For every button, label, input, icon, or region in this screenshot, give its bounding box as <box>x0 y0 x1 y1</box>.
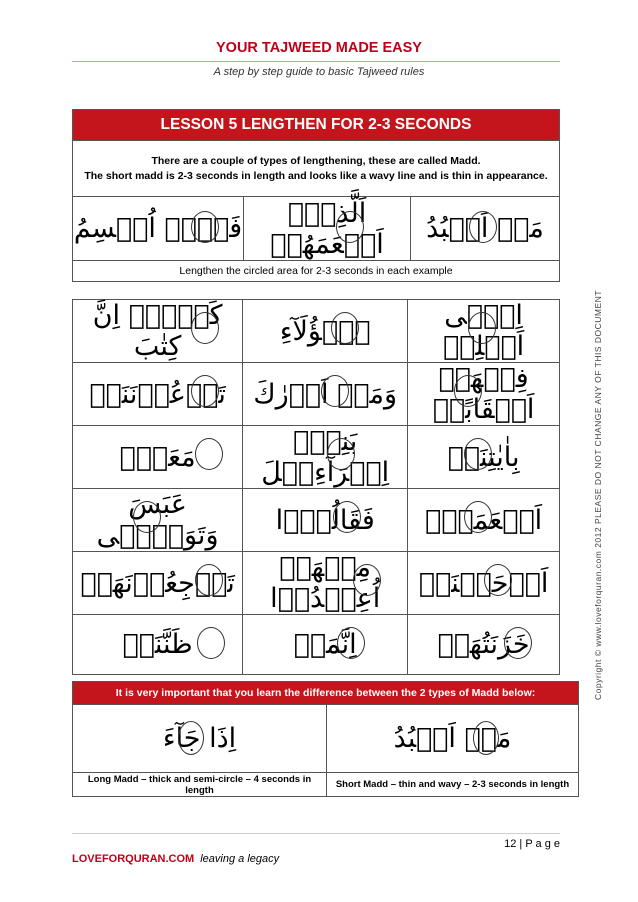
practice-word: تَرۡجِعُوۡنَهَاۤ <box>80 567 235 599</box>
madd-circle <box>484 564 512 596</box>
example-cell-1 <box>73 197 244 261</box>
practice-cell <box>73 426 243 489</box>
practice-row <box>73 300 560 363</box>
practice-word: هٰۤؤُلَآءِ <box>279 315 371 347</box>
practice-row <box>73 363 560 426</box>
intro-line-1: There are a couple of types of lengthening, these are called Madd. <box>151 154 481 167</box>
practice-word: اَطۡعَمَهٗۤ <box>425 504 543 536</box>
footer-divider <box>72 833 560 834</box>
madd-circle <box>331 312 359 344</box>
madd-circle <box>336 211 364 243</box>
practice-word: اِنَّمَاۤ <box>293 629 357 660</box>
header-divider <box>72 61 560 62</box>
practice-cell <box>73 300 243 363</box>
madd-circle <box>464 501 492 533</box>
practice-word: اَوۡحَیۡنَاۤ <box>418 567 549 599</box>
practice-row <box>73 426 560 489</box>
practice-word: كَلَّاۤ اِنَّ كِتٰبَ <box>92 300 223 362</box>
practice-word: مِنۡهَاۤ اُعِیۡدُوۡا <box>270 552 381 614</box>
lesson-table <box>72 109 560 282</box>
brand-tagline: leaving a legacy <box>200 853 280 865</box>
practice-word: بِاٰیٰتِنَاۤ <box>447 441 520 473</box>
practice-cell <box>243 426 408 489</box>
practice-word: وَمَاۤ اَدۡرٰكَ <box>253 378 398 410</box>
madd-circle <box>197 627 225 659</box>
madd-circle <box>337 627 365 659</box>
madd-circle <box>191 375 219 407</box>
long-madd-example <box>73 705 327 773</box>
practice-cell <box>408 363 560 426</box>
document-subtitle: A step by step guide to basic Tajweed rules <box>213 66 425 78</box>
example-word: مَاۤ اَعۡبُدُ <box>426 213 544 244</box>
practice-row <box>73 615 560 675</box>
practice-word: بَنِیۡۤ اِسۡرَآءِیۡلَ <box>261 426 390 488</box>
practice-cell <box>408 489 560 552</box>
example-word: اَلَّذِیۡۤ اَطۡعَمَهُمۡ <box>270 197 384 260</box>
practice-cell <box>243 363 408 426</box>
lesson-intro <box>73 141 560 197</box>
lesson-title: LESSON 5 LENGTHEN FOR 2-3 SECONDS <box>73 110 560 141</box>
madd-circle <box>327 438 355 470</box>
long-madd-word: اِذَا جَآءَ <box>162 723 237 754</box>
practice-table <box>72 299 560 675</box>
document-title: YOUR TAJWEED MADE EASY <box>216 40 422 56</box>
practice-cell <box>73 363 243 426</box>
practice-cell <box>243 489 408 552</box>
madd-circle <box>504 627 532 659</box>
practice-cell <box>243 615 408 675</box>
practice-word: تَدۡعُوۡنَنَاۤ <box>89 378 226 410</box>
comparison-table <box>72 681 579 797</box>
practice-cell <box>73 489 243 552</box>
madd-circle <box>195 564 223 596</box>
madd-circle <box>133 501 161 533</box>
page-number: 12 | P a g e <box>504 838 560 850</box>
example-word: فَلَاۤ اُقۡسِمُ <box>73 213 243 244</box>
practice-row <box>73 489 560 552</box>
vertical-copyright: Copyright © www.loveforquran.com 2012 PLEASE DO NOT CHANGE ANY OF THIS DOCUMENT <box>593 290 603 700</box>
practice-word: ظَنَّنَاۤ <box>122 629 193 660</box>
practice-cell <box>243 300 408 363</box>
madd-circle <box>353 564 381 596</box>
short-madd-word: مَاۤ اَعۡبُدُ <box>393 723 512 754</box>
practice-cell <box>73 615 243 675</box>
practice-cell <box>408 300 560 363</box>
madd-circle <box>191 312 219 344</box>
madd-circle <box>333 501 361 533</box>
practice-cell <box>408 615 560 675</box>
practice-cell <box>243 552 408 615</box>
practice-word: فَقَالُوۡۤا <box>275 504 375 536</box>
madd-circle <box>473 721 499 755</box>
madd-circle <box>454 375 482 407</box>
madd-circle <box>469 211 497 243</box>
practice-cell <box>73 552 243 615</box>
lesson-caption: Lengthen the circled area for 2-3 seconds in each example <box>73 261 560 282</box>
madd-circle <box>191 211 219 243</box>
madd-circle <box>321 375 349 407</box>
footer-brand <box>72 853 279 865</box>
madd-circle <box>464 438 492 470</box>
example-cell-2 <box>244 197 411 261</box>
madd-circle <box>195 438 223 470</box>
comparison-heading: It is very important that you learn the difference between the 2 types of Madd below: <box>73 682 579 705</box>
intro-line-2: The short madd is 2-3 seconds in length and looks like a wavy line and is thin in appearance. <box>84 169 548 182</box>
practice-word: عَبَسَ وَتَوَلّٰۤی <box>96 489 219 551</box>
practice-row <box>73 552 560 615</box>
practice-word: خَزَنَتُهَاۤ <box>437 629 530 660</box>
practice-cell <box>408 552 560 615</box>
short-madd-example <box>327 705 579 773</box>
practice-word: مَعَهٗۤ <box>119 441 196 473</box>
practice-word: فِیۡهَاۤ اَحۡقَابًاۤ <box>432 363 535 425</box>
example-cell-3 <box>411 197 560 261</box>
madd-circle <box>468 312 496 344</box>
practice-word: اِلٰۤی اَهۡلِهٖ <box>442 300 525 362</box>
madd-circle <box>178 721 204 755</box>
long-madd-label: Long Madd – thick and semi-circle – 4 seconds in length <box>73 773 327 797</box>
short-madd-label: Short Madd – thin and wavy – 2-3 seconds in length <box>327 773 579 797</box>
brand-name[interactable]: LOVEFORQURAN.COM <box>72 853 195 865</box>
practice-cell <box>408 426 560 489</box>
